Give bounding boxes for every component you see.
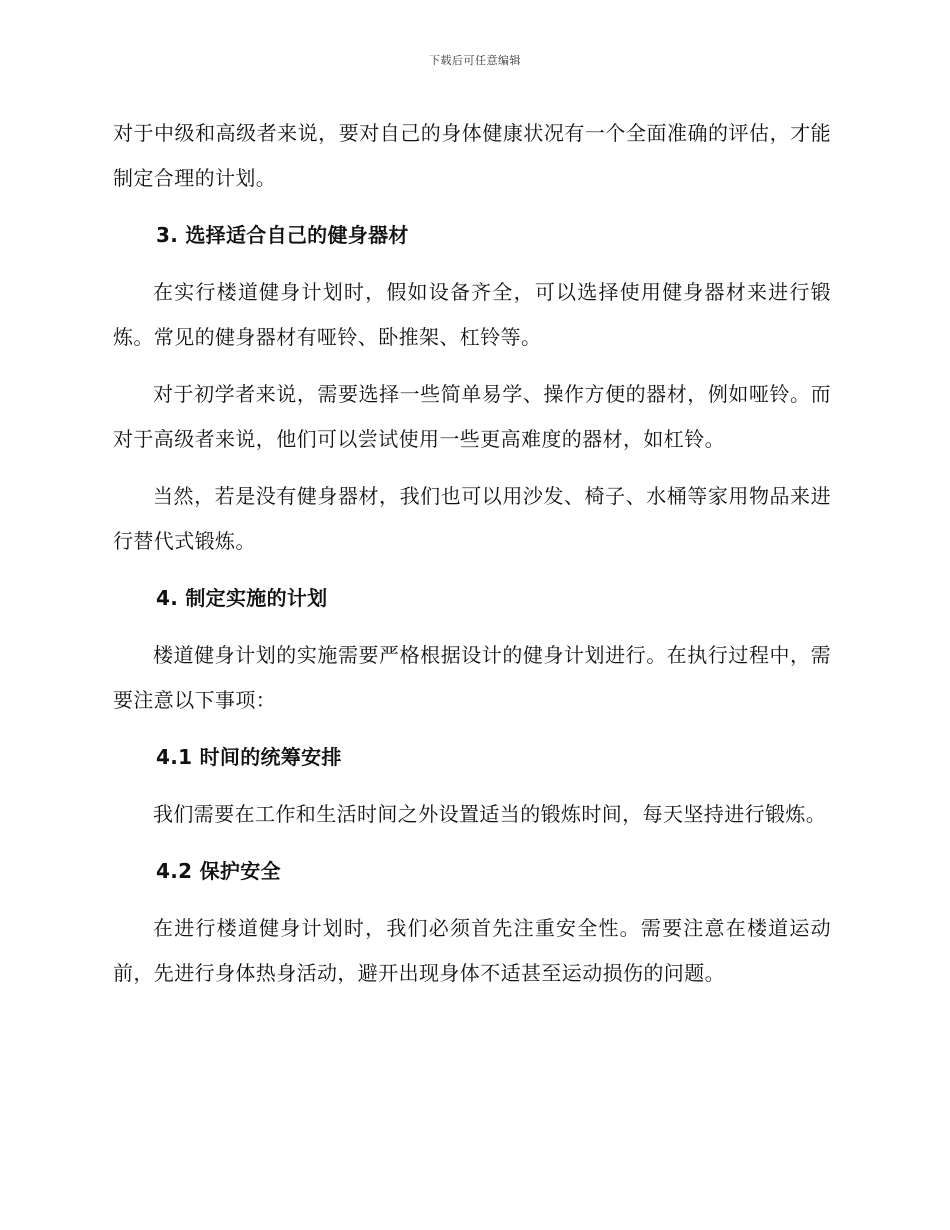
section-heading-3: 3. 选择适合自己的健身器材: [156, 223, 409, 247]
document-body: [113, 111, 831, 996]
spacer: [113, 723, 831, 735]
spacer: [113, 462, 831, 474]
spacer: [113, 258, 831, 270]
section-heading-4: 4. 制定实施的计划: [156, 586, 328, 610]
spacer: [113, 621, 831, 633]
section-heading-4-1: 4.1 时间的统筹安排: [156, 745, 342, 769]
page-header: 下载后可任意编辑: [429, 54, 521, 67]
spacer: [113, 201, 831, 213]
spacer: [113, 564, 831, 576]
paragraph-beginner-advanced: 对于初学者来说，需要选择一些简单易学、操作方便的器材，例如哑铃。而对于高级者来说，他们可以尝试使用一些更高难度的器材，如杠铃。: [113, 382, 831, 451]
paragraph-time-arrangement: 我们需要在工作和生活时间之外设置适当的锻炼时间，每天坚持进行锻炼。: [153, 802, 827, 826]
paragraph-equipment: 在实行楼道健身计划时，假如设备齐全，可以选择使用健身器材来进行锻炼。常见的健身器材有哑铃、卧推架、杠铃等。: [113, 280, 831, 349]
spacer: [113, 894, 831, 906]
paragraph-implementation: 楼道健身计划的实施需要严格根据设计的健身计划进行。在执行过程中，需要注意以下事项：: [113, 643, 831, 712]
paragraph-safety: 在进行楼道健身计划时，我们必须首先注重安全性。需要注意在楼道运动前，先进行身体热身活动，避开出现身体不适甚至运动损伤的问题。: [113, 916, 831, 985]
spacer: [113, 360, 831, 372]
spacer: [113, 837, 831, 849]
paragraph-household-items: 当然，若是没有健身器材，我们也可以用沙发、椅子、水桶等家用物品来进行替代式锻炼。: [113, 484, 831, 553]
spacer: [113, 780, 831, 792]
section-heading-4-2: 4.2 保护安全: [156, 859, 281, 883]
paragraph-continuation: 对于中级和高级者来说，要对自己的身体健康状况有一个全面准确的评估，才能制定合理的计划。: [113, 121, 831, 190]
